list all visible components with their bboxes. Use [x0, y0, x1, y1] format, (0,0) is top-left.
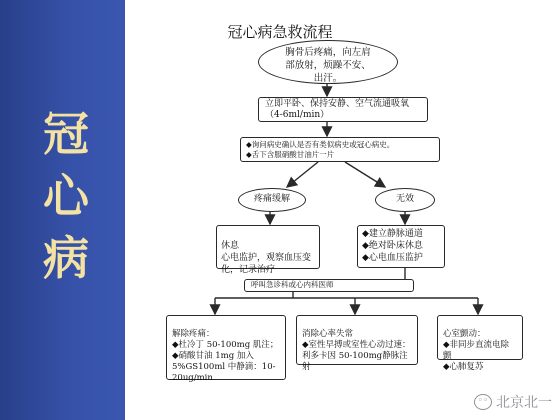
start-node-text: 胸骨后疼痛，向左肩部放射，烦躁不安、出汗。 [285, 47, 371, 84]
call-doctor-box [244, 279, 414, 292]
pain-relief-box [166, 315, 286, 383]
no-effect-action-box [357, 225, 445, 268]
side-title-char: 病 [43, 231, 89, 285]
wechat-icon: ◦◦ [474, 394, 492, 410]
watermark [474, 392, 552, 412]
watermark-text: 北京北一 [496, 395, 552, 411]
step1-box [258, 97, 428, 122]
no-effect-action-text: 心电血压监护 [368, 253, 423, 263]
no-effect-node [375, 188, 435, 212]
call-doctor-text: 呼叫急诊科或心内科医师 [251, 280, 334, 289]
step2-line: ◆询问病史确认是否有类似病史或冠心病史。 [246, 140, 395, 149]
diagram-title: 冠心病急救流程 [227, 23, 333, 41]
side-title-char: 心 [43, 169, 89, 223]
arrhythmia-box [296, 315, 418, 372]
step2-line-text: 舌下含服硝酸甘油片一片 [251, 150, 335, 159]
no-effect-action-line: ◆绝对卧床休息 [362, 241, 423, 251]
relief-node [238, 188, 306, 212]
relief-action-box [216, 225, 320, 275]
step2-line: ◆舌下含服硝酸甘油片一片 [246, 150, 335, 159]
start-node [258, 40, 398, 84]
no-effect-action-text: 绝对卧床休息 [368, 241, 423, 251]
pain-relief-text: 解除疼痛： ◆杜冷丁 50-100mg 肌注； ◆硝酸甘油 1mg 加入5%GS100ml 中静滴：10-20ug/min [172, 329, 279, 383]
side-title-char: 冠 [43, 107, 89, 161]
no-effect-label: 无效 [395, 194, 414, 204]
vfib-text: 心室颤动： ◆非同步直流电除颤 ◆心肺复苏 [443, 329, 510, 372]
relief-action-text: 休息 心电监护，观察血压变化，记录治疗 [221, 241, 312, 275]
relief-label: 疼痛缓解 [253, 194, 290, 204]
arrow-step2-relief [287, 162, 318, 187]
arrhythmia-text: 消除心率失常 ◆室性早搏或室性心动过速：利多卡因 50-100mg静脉注射 [302, 329, 411, 372]
arrow-step2-noeffect [345, 162, 385, 187]
step2-box [240, 137, 440, 162]
vfib-box [437, 315, 523, 372]
no-effect-action-text: 建立静脉通道 [368, 229, 423, 239]
step2-line-text: 询问病史确认是否有类似病史或冠心病史。 [251, 140, 395, 149]
no-effect-action-line: ◆建立静脉通道 [362, 229, 423, 239]
step1-text: 立即平卧、保持安静、空气流通吸氧（4-6ml/min） [265, 99, 410, 120]
no-effect-action-line: ◆心电血压监护 [362, 253, 423, 263]
